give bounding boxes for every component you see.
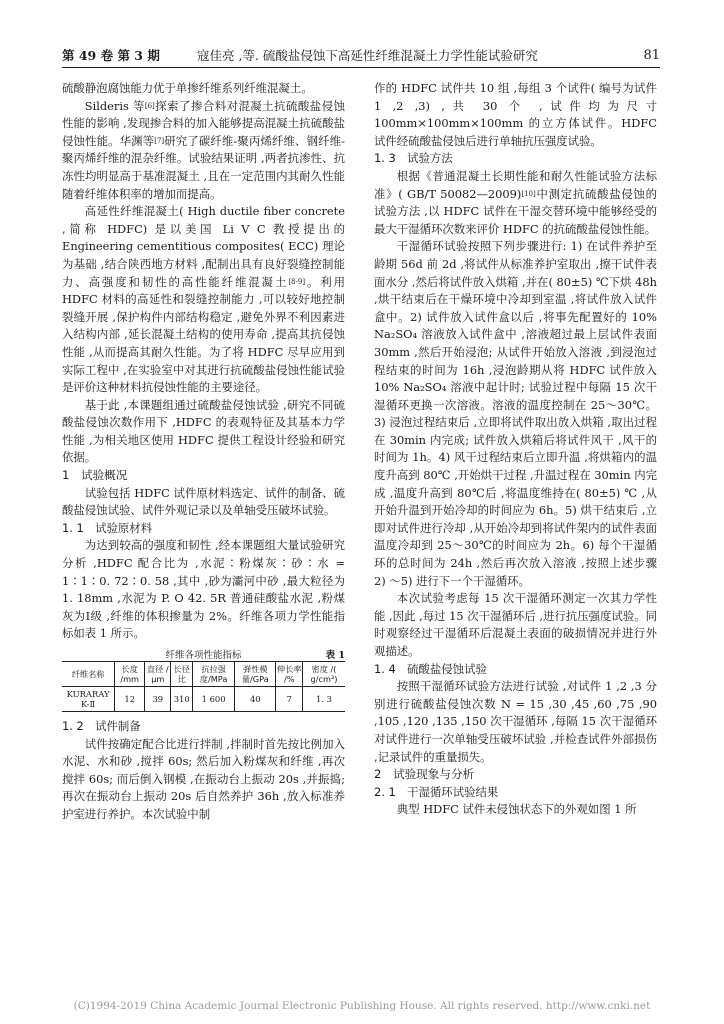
left-column [62,80,345,824]
paragraph: 典型 HDFC 试件未侵蚀状态下的外观如图 1 所 [396,802,637,817]
table-cell: 1 600 [193,687,235,712]
citation: [6] [144,101,155,110]
paragraph: 试件按确定配合比进行拌制 ,拌制时首先按比例加入水泥、水和砂 ,搅拌 60s; 然后加入粉煤灰和纤维 ,再次搅拌 60s; 而后倒入钢模 ,在振动台上振动 20s ,并振捣; 再次在振动台上振动 20s 后自然养护 36h ,放入标准养护室进行养护。本次试验中制 [62,736,345,821]
citation: [8-9] [288,277,306,286]
table-cell: 39 [145,687,171,712]
page-number: 81 [643,48,660,63]
citation: [10] [521,189,536,198]
table-header-cell: 纤维名称 [62,662,115,687]
table-header-cell: 抗拉强度/MPa [193,662,235,687]
header-rule [62,67,660,68]
subsection-heading: 1. 2 试件制备 [62,719,141,733]
paragraph: 按照干湿循环试验方法进行试验 ,对试件 1 ,2 ,3 分别进行硫酸盐侵蚀次数 N = 15 ,30 ,45 ,60 ,75 ,90 ,105 ,120 ,135 ,150 次干湿循环 ,每隔 15 次干湿循环对试件进行一次单轴受压破坏试验 ,并检查试件外部损伤 ,记录试件的重量损失。 [374,679,657,764]
table-caption [62,645,345,661]
table-cell: 310 [171,687,193,712]
page-header [62,42,660,64]
subsection-heading: 2. 1 干湿循环试验结果 [374,784,499,799]
table-number: 表 1 [325,650,345,661]
paragraph: Silderis 等[6]探索了掺合料对混凝土抗硫酸盐侵蚀性能的影响 ,发现掺合料的加入能够提高混凝土抗硫酸盐侵蚀性能。华渊等[7]研究了碳纤维-聚丙烯纤维、钢纤维-聚丙烯纤维的混杂纤维。试验结果证明 ,两者抗渗性、抗冻性均明显高于基准混凝土 ,且在一定范围内其耐久性能随着纤维体积率的增加而提高。 [62,98,345,201]
table-header-cell: 长度 /mm [115,662,145,687]
fiber-properties-table [62,645,345,712]
paragraph: 干湿循环试验按照下列步骤进行: 1) 在试件养护至龄期 56d 前 2d ,将试件从标准养护室取出 ,擦干试件表面水分 ,然后将试件放入烘箱 ,并在( 80±5) ℃下烘 48h ,烘干结束后在干燥环境中冷却到室温 ,将试件放入试件盒中。2) 试件放入试件盒以后 ,将事先配置好的 10% Na₂SO₄ 溶液放入试件盒中 ,溶液超过最上层试件表面 30mm ,然后开始浸泡; 从试件开始放入溶液 ,到浸泡过程结束的时间为 16h ,浸泡龄期从将 HDFC 试件放入 10% Na₂SO₄ 溶液中起计时; 试验过程中每隔 15 次干湿循环更换一次溶液。溶液的温度控制在 25～30℃。3) 浸泡过程结束后 ,立即将试件取出放入烘箱 ,取出过程在 30min 内完成; 试件放入烘箱后将试件风干 ,风干的时间为 1h。4) 风干过程结束后立即升温 ,将烘箱内的温度升高到 80℃ ,开始烘干过程 ,升温过程在 30min 内完成 ,温度升高到 80℃后 ,将温度维持在( 80±5) ℃ ,从开始升温到开始冷却的时间应为 6h。5) 烘干结束后 ,立即对试件进行冷却 ,从开始冷却到将试件架内的试件表面温度冷却到 25～30℃的时间应为 2h。6) 每个干湿循环的总时间为 24h ,然后再次放入溶液 ,按照上述步骤 2) ～5) 进行下一个干湿循环。 [374,239,657,588]
paragraph: 硫酸静泡腐蚀能力优于单掺纤维系列纤维混凝土。 [62,81,313,95]
table-row [62,687,345,712]
subsection-heading: 1. 4 硫酸盐侵蚀试验 [374,661,487,676]
table-header-cell: 弹性模量/GPa [235,662,276,687]
table-cell: 1. 3 [302,687,345,712]
subsection-heading: 1. 1 试验原材料 [62,520,153,535]
table-title: 纤维各项性能指标 [165,650,242,661]
paragraph: 高延性纤维混凝土( High ductile fiber concrete ,简称 HDFC) 是以美国 Li V C 教授提出的 Engineering cementitious composites( ECC) 理论为基础 ,结合陕西地方材料 ,配制出具有良好裂缝控制能力、高强度和韧性的高性能纤维混凝土[8-9]。利用 HDFC 材料的高延性和裂缝控制能力 ,可以较好地控制裂缝开展 ,保护构件内部结构稳定 ,避免外界不利因素进入结构内部 ,延长混凝土结构的使用寿命 ,提高其抗侵蚀性能 ,从而提高其耐久性能。为了将 HDFC 尽早应用到实际工程中 ,在实验室中对其进行抗硫酸盐侵蚀性能试验是评价这种材料抗侵蚀性能的主要途径。 [62,204,345,395]
journal-issue: 第 49 卷 第 3 期 [62,48,160,63]
table [62,661,345,712]
paragraph: 基于此 ,本课题组通过硫酸盐侵蚀试验 ,研究不同硫酸盐侵蚀次数作用下 ,HDFC 的表观特征及其基本力学性能 ,为相关地区使用 HDFC 提供工程设计经验和研究依据。 [62,397,345,465]
paragraph: 根据《普通混凝土长期性能和耐久性能试验方法标准》( GB/T 50082—2009)[10]中测定抗硫酸盐侵蚀的试验方法 ,以 HDFC 试件在干湿交替环境中能够经受的最大干湿循环次数来评价 HDFC 的抗硫酸盐侵蚀性能。 [374,168,657,236]
running-title: 寇佳亮 ,等. 硫酸盐侵蚀下高延性纤维混凝土力学性能试验研究 [197,48,538,63]
table-cell: 40 [235,687,276,712]
subsection-heading: 1. 3 试验方法 [374,151,453,166]
table-header-cell: 长径比 [171,662,193,687]
section-heading: 1 试验概况 [62,468,128,483]
citation: [7] [154,136,165,145]
table-cell: 7 [276,687,302,712]
copyright-footer: (C)1994-2019 China Academic Journal Electronic Publishing House. All rights reserved. http://www.cnki.net [73,1000,651,1012]
table-cell: 12 [115,687,145,712]
table-cell: KURARAY K-Ⅱ [62,687,115,712]
paragraph: 为达到较高的强度和韧性 ,经本课题组大量试验研究分析 ,HDFC 配合比为 ,水泥∶粉煤灰∶砂∶水 = 1∶1∶0. 72∶0. 58 ,其中 ,砂为灞河中砂 ,最大粒径为 1. 18mm ,水泥为 P. O 42. 5R 普通硅酸盐水泥 ,粉煤灰为Ⅰ级 ,纤维的体积掺量为 2%。纤维各项力学性能指标如表 1 所示。 [62,538,345,641]
paragraph: 本次试验考虑每 15 次干湿循环测定一次其力学性能 ,因此 ,每过 15 次干湿循环后 ,进行抗压强度试验。同时观察经过干湿循环后混凝土表面的破损情况并进行外观描述。 [374,591,657,658]
section-heading: 2 试验现象与分析 [374,767,475,782]
table-header-cell: 伸长率 /% [276,662,302,687]
right-column [374,80,657,819]
paragraph: 试验包括 HDFC 试件原材料选定、试件的制备、硫酸盐侵蚀试验、试件外观记录以及单轴受压破坏试验。 [62,485,345,518]
table-header-cell: 密度 /( g/cm³) [302,662,345,687]
paragraph: 作的 HDFC 试件共 10 组 ,每组 3 个试件( 编号为试件 1 ,2 ,3) ,共 30 个 ,试件均为尺寸 100mm×100mm×100mm 的立方体试件。HDFC 试件经硫酸盐侵蚀后进行单轴抗压强度试验。 [374,81,657,148]
table-header-cell: 直径 /μm [145,662,171,687]
